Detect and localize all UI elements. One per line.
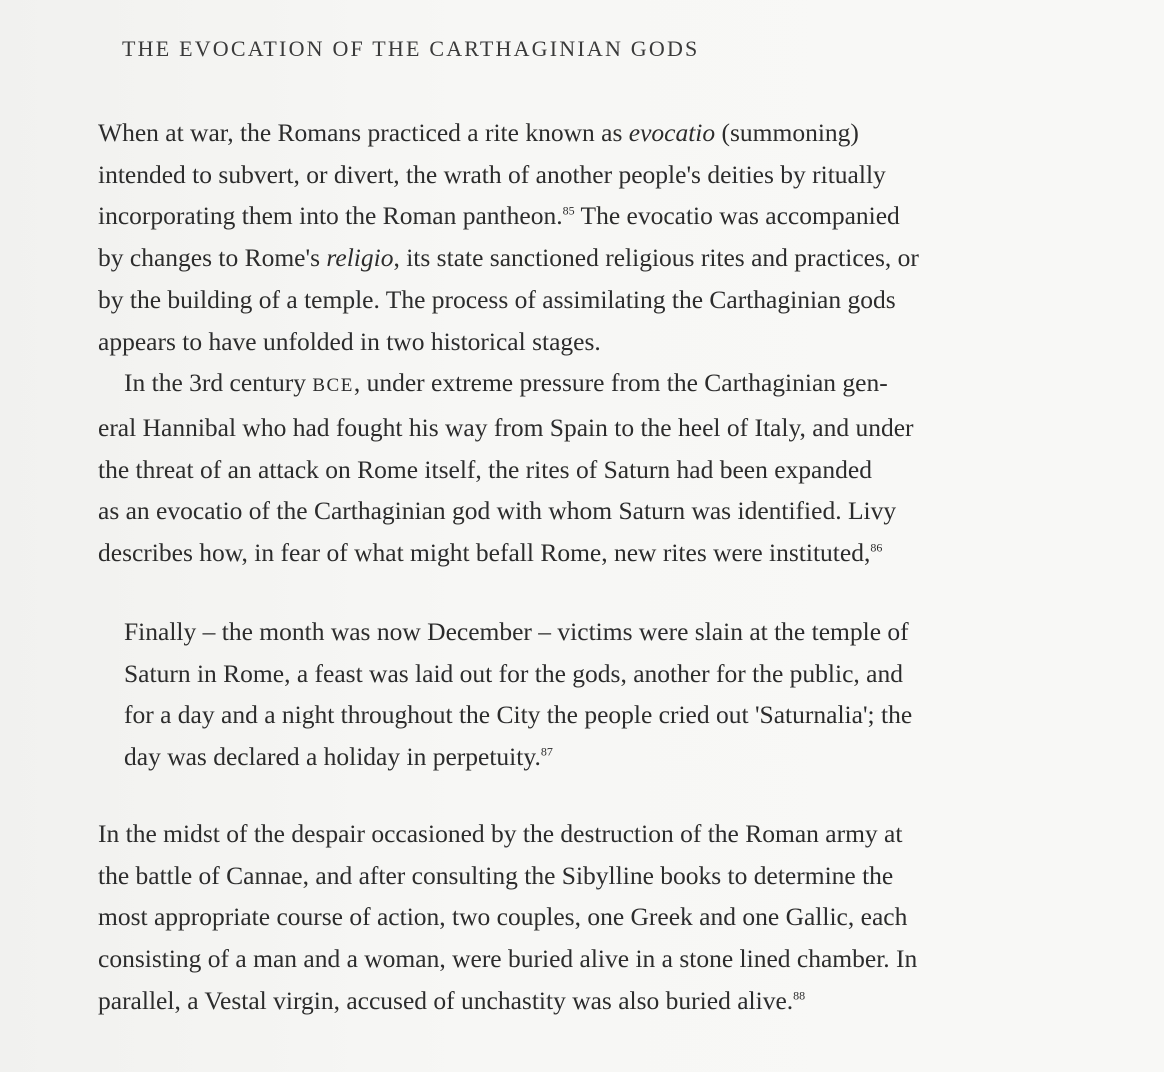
block-quote (124, 611, 1094, 777)
quote-line: for a day and a night throughout the City the people cried out 'Saturnalia'; the (124, 700, 913, 729)
footnote-ref-86: 86 (870, 540, 883, 555)
text-line (98, 237, 1098, 279)
footnote-ref-88: 88 (793, 988, 806, 1003)
text-span: , under extreme pressure from the Carthaginian gen- (353, 368, 888, 398)
running-head: THE EVOCATION OF THE CARTHAGINIAN GODS (122, 36, 700, 61)
text-span: When at war, the Romans practiced a rite known as (98, 118, 629, 147)
text-line: intended to subvert, or divert, the wrath of another people's deities by ritually (98, 159, 886, 189)
text-span: incorporating them into the Roman pantheon. (98, 201, 563, 231)
text-span: (summoning) (715, 118, 859, 147)
text-line (98, 112, 1098, 154)
body-text (98, 813, 1098, 1022)
text-line: most appropriate course of action, two couples, one Greek and one Gallic, each (98, 902, 908, 932)
text-line: consisting of a man and a woman, were buried alive in a stone lined chamber. In (98, 944, 918, 974)
italic-term: evocatio (628, 118, 716, 147)
text-span: In the 3rd century (124, 368, 313, 398)
text-line (98, 362, 1098, 407)
text-line (98, 195, 1098, 237)
body-text (98, 112, 1098, 574)
text-line: by the building of a temple. The process of assimilating the Carthaginian gods (98, 284, 896, 314)
small-caps-era: BCE (312, 375, 354, 397)
text-span: by changes to Rome's (98, 243, 327, 273)
text-span: parallel, a Vestal virgin, accused of unchastity was also buried alive. (98, 985, 794, 1015)
quote-line (124, 736, 1094, 778)
quote-line: Saturn in Rome, a feast was laid out for the gods, another for the public, and (124, 658, 903, 688)
text-line: as an evocatio of the Carthaginian god with whom Saturn was identified. Livy (98, 496, 897, 526)
italic-term: religio (326, 243, 394, 273)
text-line (98, 532, 1098, 574)
text-line: the battle of Cannae, and after consulting the Sibylline books to determine the (98, 860, 894, 890)
text-span: day was declared a holiday in perpetuity. (124, 741, 541, 771)
footnote-ref-85: 85 (562, 203, 575, 218)
text-line: In the midst of the despair occasioned by the destruction of the Roman army at (98, 819, 903, 848)
text-line: appears to have unfolded in two historical stages. (98, 326, 601, 356)
text-line: eral Hannibal who had fought his way from Spain to the heel of Italy, and under (98, 412, 914, 442)
text-line: the threat of an attack on Rome itself, the rites of Saturn had been expanded (98, 454, 872, 484)
text-span: describes how, in fear of what might befall Rome, new rites were instituted, (98, 538, 871, 568)
text-line (98, 980, 1098, 1022)
footnote-ref-87: 87 (540, 744, 553, 758)
text-span: The evocatio was accompanied (574, 201, 900, 231)
text-span: , its state sanctioned religious rites and practices, or (393, 243, 919, 273)
quote-line: Finally – the month was now December – victims were slain at the temple of (124, 617, 909, 646)
